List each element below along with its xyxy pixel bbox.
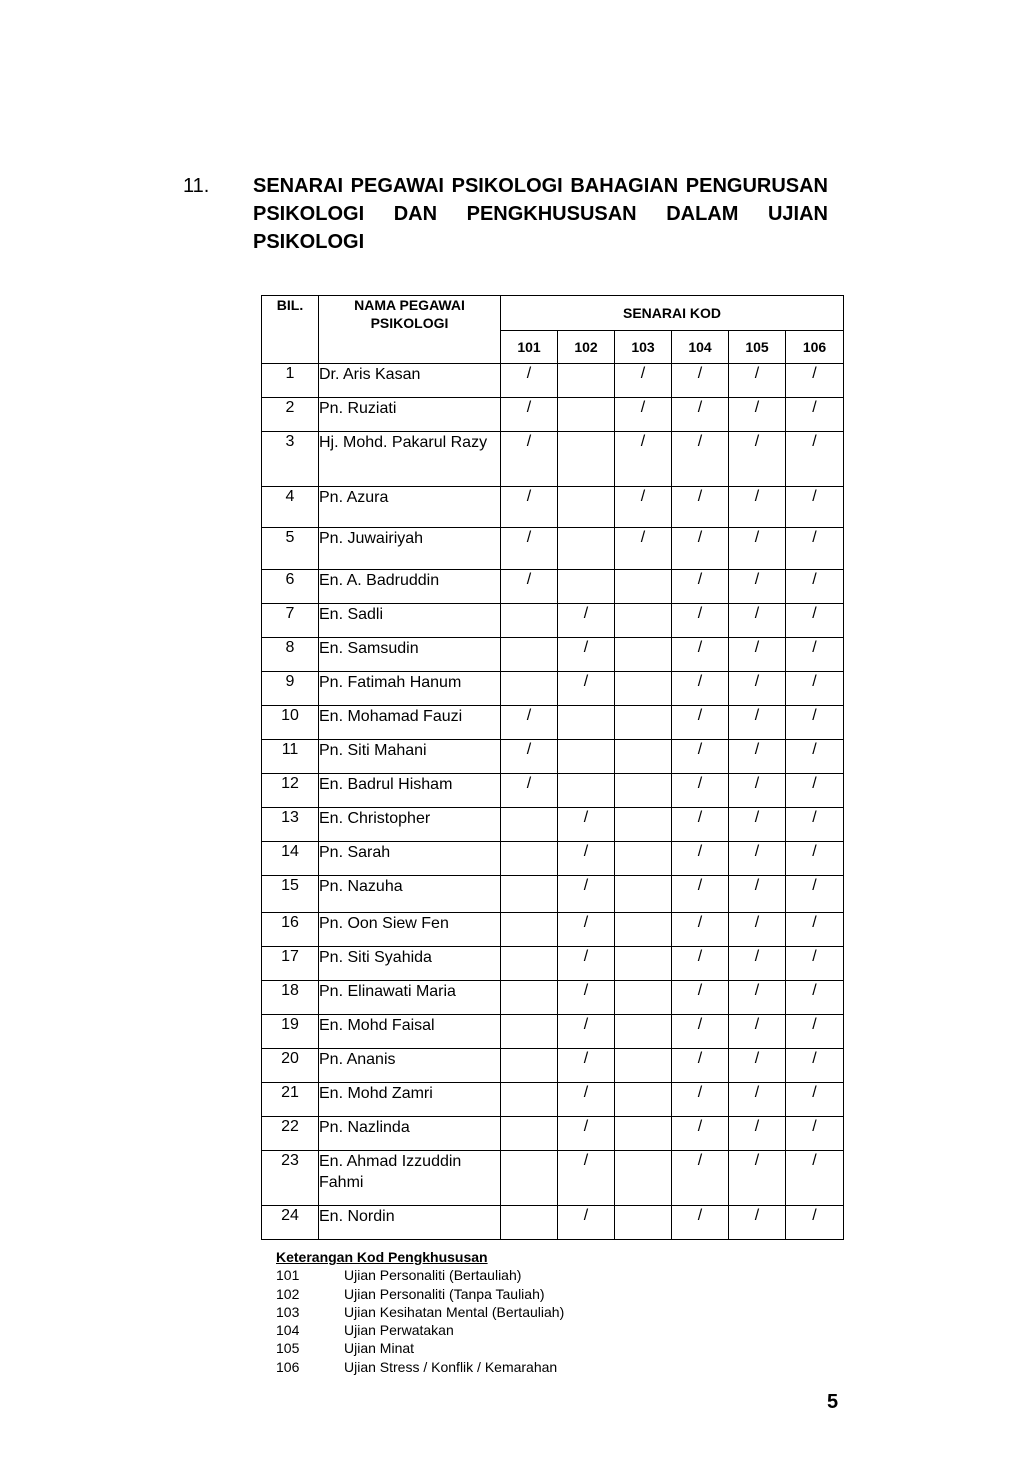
code-mark-103 bbox=[615, 706, 672, 740]
officer-name: En. Mohd Faisal bbox=[319, 1015, 501, 1049]
code-mark-105: / bbox=[729, 432, 786, 487]
legend-code: 105 bbox=[276, 1340, 300, 1357]
legend-code: 103 bbox=[276, 1303, 300, 1320]
code-mark-101 bbox=[501, 604, 558, 638]
row-number: 20 bbox=[262, 1049, 319, 1083]
code-mark-106: / bbox=[786, 808, 844, 842]
legend-code: 101 bbox=[276, 1267, 300, 1284]
code-mark-103 bbox=[615, 672, 672, 706]
code-mark-103 bbox=[615, 1117, 672, 1151]
code-mark-103 bbox=[615, 981, 672, 1015]
code-mark-103 bbox=[615, 740, 672, 774]
code-mark-103 bbox=[615, 774, 672, 808]
officer-name: Pn. Elinawati Maria bbox=[319, 981, 501, 1015]
code-mark-101: / bbox=[501, 570, 558, 604]
code-mark-102 bbox=[558, 487, 615, 528]
code-mark-104: / bbox=[672, 1015, 729, 1049]
code-mark-101 bbox=[501, 842, 558, 876]
officer-name: Dr. Aris Kasan bbox=[319, 364, 501, 398]
code-mark-103 bbox=[615, 604, 672, 638]
table-row bbox=[262, 1206, 844, 1240]
code-mark-104: / bbox=[672, 1049, 729, 1083]
table-row bbox=[262, 808, 844, 842]
table-row bbox=[262, 981, 844, 1015]
code-mark-101 bbox=[501, 672, 558, 706]
legend-item bbox=[276, 1321, 564, 1339]
code-mark-105: / bbox=[729, 876, 786, 913]
code-mark-102: / bbox=[558, 876, 615, 913]
header-bil: BIL. bbox=[262, 296, 319, 364]
code-mark-106: / bbox=[786, 487, 844, 528]
row-number: 5 bbox=[262, 528, 319, 570]
code-mark-106: / bbox=[786, 1151, 844, 1206]
code-mark-106: / bbox=[786, 876, 844, 913]
code-mark-104: / bbox=[672, 981, 729, 1015]
code-mark-104: / bbox=[672, 638, 729, 672]
officer-name: En. Ahmad Izzuddin Fahmi bbox=[319, 1151, 501, 1206]
row-number: 21 bbox=[262, 1083, 319, 1117]
code-mark-104: / bbox=[672, 740, 729, 774]
officer-name: Pn. Sarah bbox=[319, 842, 501, 876]
officer-name: En. Sadli bbox=[319, 604, 501, 638]
code-mark-103: / bbox=[615, 364, 672, 398]
officer-name: Pn. Juwairiyah bbox=[319, 528, 501, 570]
code-mark-105: / bbox=[729, 1049, 786, 1083]
row-number: 11 bbox=[262, 740, 319, 774]
code-mark-106: / bbox=[786, 638, 844, 672]
table-row bbox=[262, 1151, 844, 1206]
code-mark-104: / bbox=[672, 774, 729, 808]
code-mark-102: / bbox=[558, 1049, 615, 1083]
code-mark-106: / bbox=[786, 981, 844, 1015]
legend-description: Ujian Stress / Konflik / Kemarahan bbox=[344, 1358, 558, 1375]
code-mark-101 bbox=[501, 947, 558, 981]
code-mark-106: / bbox=[786, 672, 844, 706]
code-mark-105: / bbox=[729, 706, 786, 740]
code-mark-101: / bbox=[501, 528, 558, 570]
code-mark-102: / bbox=[558, 842, 615, 876]
officer-name: En. Nordin bbox=[319, 1206, 501, 1240]
table-row bbox=[262, 842, 844, 876]
code-mark-106: / bbox=[786, 1117, 844, 1151]
code-mark-102: / bbox=[558, 913, 615, 947]
code-mark-101 bbox=[501, 876, 558, 913]
officer-name: Pn. Nazuha bbox=[319, 876, 501, 913]
code-mark-102: / bbox=[558, 1117, 615, 1151]
row-number: 23 bbox=[262, 1151, 319, 1206]
legend-title: Keterangan Kod Pengkhususan bbox=[276, 1249, 488, 1265]
row-number: 18 bbox=[262, 981, 319, 1015]
header-code-104: 104 bbox=[672, 331, 729, 364]
table-row bbox=[262, 487, 844, 528]
table-row bbox=[262, 528, 844, 570]
code-mark-101: / bbox=[501, 398, 558, 432]
code-mark-105: / bbox=[729, 913, 786, 947]
code-mark-102: / bbox=[558, 808, 615, 842]
header-code-102: 102 bbox=[558, 331, 615, 364]
code-mark-106: / bbox=[786, 740, 844, 774]
page-number: 5 bbox=[827, 1391, 839, 1413]
code-mark-102: / bbox=[558, 1206, 615, 1240]
code-mark-104: / bbox=[672, 913, 729, 947]
section-number: 11. bbox=[183, 175, 210, 197]
code-mark-103 bbox=[615, 570, 672, 604]
code-mark-105: / bbox=[729, 1015, 786, 1049]
row-number: 8 bbox=[262, 638, 319, 672]
row-number: 6 bbox=[262, 570, 319, 604]
code-mark-103 bbox=[615, 1206, 672, 1240]
code-mark-106: / bbox=[786, 913, 844, 947]
row-number: 14 bbox=[262, 842, 319, 876]
code-mark-105: / bbox=[729, 528, 786, 570]
code-mark-105: / bbox=[729, 981, 786, 1015]
code-mark-101 bbox=[501, 1049, 558, 1083]
code-mark-103: / bbox=[615, 487, 672, 528]
table-row bbox=[262, 1117, 844, 1151]
officer-name: Pn. Ananis bbox=[319, 1049, 501, 1083]
code-mark-101: / bbox=[501, 432, 558, 487]
row-number: 7 bbox=[262, 604, 319, 638]
code-mark-101 bbox=[501, 1151, 558, 1206]
legend-description: Ujian Minat bbox=[344, 1340, 415, 1357]
code-mark-101 bbox=[501, 808, 558, 842]
code-mark-103 bbox=[615, 876, 672, 913]
code-mark-106: / bbox=[786, 774, 844, 808]
code-mark-103 bbox=[615, 947, 672, 981]
psychologist-table bbox=[261, 295, 844, 1240]
legend-item bbox=[276, 1339, 564, 1357]
code-mark-103 bbox=[615, 842, 672, 876]
code-mark-103 bbox=[615, 1049, 672, 1083]
code-mark-102 bbox=[558, 528, 615, 570]
code-mark-105: / bbox=[729, 364, 786, 398]
code-mark-102: / bbox=[558, 638, 615, 672]
officer-name: En. Samsudin bbox=[319, 638, 501, 672]
officer-name: Pn. Oon Siew Fen bbox=[319, 913, 501, 947]
code-mark-101: / bbox=[501, 487, 558, 528]
table-row bbox=[262, 1083, 844, 1117]
code-mark-106: / bbox=[786, 570, 844, 604]
code-mark-102: / bbox=[558, 604, 615, 638]
code-mark-102: / bbox=[558, 1083, 615, 1117]
code-mark-104: / bbox=[672, 672, 729, 706]
code-legend bbox=[276, 1248, 564, 1376]
legend-description: Ujian Kesihatan Mental (Bertauliah) bbox=[344, 1303, 565, 1320]
section-heading bbox=[183, 172, 828, 256]
code-mark-105: / bbox=[729, 774, 786, 808]
code-mark-104: / bbox=[672, 876, 729, 913]
code-mark-103 bbox=[615, 808, 672, 842]
code-mark-102 bbox=[558, 364, 615, 398]
table-row bbox=[262, 672, 844, 706]
row-number: 12 bbox=[262, 774, 319, 808]
code-mark-101: / bbox=[501, 706, 558, 740]
code-mark-104: / bbox=[672, 364, 729, 398]
code-mark-101 bbox=[501, 1015, 558, 1049]
legend-description: Ujian Perwatakan bbox=[344, 1322, 454, 1339]
code-mark-104: / bbox=[672, 487, 729, 528]
code-mark-103: / bbox=[615, 432, 672, 487]
table-row bbox=[262, 706, 844, 740]
table-row bbox=[262, 604, 844, 638]
table-row bbox=[262, 638, 844, 672]
code-mark-105: / bbox=[729, 487, 786, 528]
code-mark-104: / bbox=[672, 808, 729, 842]
header-code-105: 105 bbox=[729, 331, 786, 364]
row-number: 13 bbox=[262, 808, 319, 842]
table-row bbox=[262, 740, 844, 774]
table-row bbox=[262, 876, 844, 913]
code-mark-106: / bbox=[786, 706, 844, 740]
code-mark-102: / bbox=[558, 1015, 615, 1049]
legend-code: 102 bbox=[276, 1285, 300, 1302]
table-row bbox=[262, 398, 844, 432]
table-row bbox=[262, 774, 844, 808]
code-mark-103: / bbox=[615, 528, 672, 570]
code-mark-104: / bbox=[672, 1117, 729, 1151]
table-row bbox=[262, 432, 844, 487]
header-nama-pegawai: NAMA PEGAWAI PSIKOLOGI bbox=[319, 296, 501, 364]
code-mark-104: / bbox=[672, 1151, 729, 1206]
legend-description: Ujian Personaliti (Bertauliah) bbox=[344, 1267, 522, 1284]
row-number: 4 bbox=[262, 487, 319, 528]
code-mark-102 bbox=[558, 774, 615, 808]
officer-name: Pn. Siti Mahani bbox=[319, 740, 501, 774]
code-mark-102: / bbox=[558, 672, 615, 706]
officer-name: Pn. Fatimah Hanum bbox=[319, 672, 501, 706]
row-number: 1 bbox=[262, 364, 319, 398]
code-mark-102: / bbox=[558, 947, 615, 981]
code-mark-106: / bbox=[786, 528, 844, 570]
code-mark-106: / bbox=[786, 842, 844, 876]
officer-name: Hj. Mohd. Pakarul Razy bbox=[319, 432, 501, 487]
code-mark-106: / bbox=[786, 1015, 844, 1049]
legend-code: 104 bbox=[276, 1322, 300, 1339]
code-mark-104: / bbox=[672, 398, 729, 432]
officer-name: En. Mohd Zamri bbox=[319, 1083, 501, 1117]
code-mark-103 bbox=[615, 638, 672, 672]
code-mark-103 bbox=[615, 1015, 672, 1049]
code-mark-105: / bbox=[729, 672, 786, 706]
officer-name: En. A. Badruddin bbox=[319, 570, 501, 604]
code-mark-105: / bbox=[729, 947, 786, 981]
officer-name: En. Mohamad Fauzi bbox=[319, 706, 501, 740]
row-number: 17 bbox=[262, 947, 319, 981]
row-number: 19 bbox=[262, 1015, 319, 1049]
table-row bbox=[262, 364, 844, 398]
legend-item bbox=[276, 1358, 564, 1376]
code-mark-103: / bbox=[615, 398, 672, 432]
code-mark-106: / bbox=[786, 1206, 844, 1240]
table-row bbox=[262, 1015, 844, 1049]
code-mark-105: / bbox=[729, 398, 786, 432]
code-mark-104: / bbox=[672, 706, 729, 740]
code-mark-105: / bbox=[729, 604, 786, 638]
code-mark-105: / bbox=[729, 1117, 786, 1151]
code-mark-105: / bbox=[729, 1206, 786, 1240]
officer-name: Pn. Nazlinda bbox=[319, 1117, 501, 1151]
row-number: 15 bbox=[262, 876, 319, 913]
header-code-101: 101 bbox=[501, 331, 558, 364]
row-number: 24 bbox=[262, 1206, 319, 1240]
table-row bbox=[262, 913, 844, 947]
code-mark-104: / bbox=[672, 570, 729, 604]
code-mark-104: / bbox=[672, 604, 729, 638]
officer-name: Pn. Azura bbox=[319, 487, 501, 528]
row-number: 2 bbox=[262, 398, 319, 432]
table-row bbox=[262, 1049, 844, 1083]
legend-code: 106 bbox=[276, 1358, 300, 1375]
code-mark-101 bbox=[501, 1117, 558, 1151]
code-mark-103 bbox=[615, 1083, 672, 1117]
table-row bbox=[262, 947, 844, 981]
code-mark-105: / bbox=[729, 570, 786, 604]
code-mark-102: / bbox=[558, 981, 615, 1015]
code-mark-104: / bbox=[672, 432, 729, 487]
section-title: SENARAI PEGAWAI PSIKOLOGI BAHAGIAN PENGURUSAN PSIKOLOGI DAN PENGKHUSUSAN DALAM UJIAN PSIKOLOGI bbox=[253, 175, 828, 253]
code-mark-101: / bbox=[501, 364, 558, 398]
code-mark-106: / bbox=[786, 432, 844, 487]
header-code-106: 106 bbox=[786, 331, 844, 364]
table-row bbox=[262, 570, 844, 604]
row-number: 10 bbox=[262, 706, 319, 740]
code-mark-105: / bbox=[729, 1151, 786, 1206]
legend-description: Ujian Personaliti (Tanpa Tauliah) bbox=[344, 1285, 545, 1302]
code-mark-102 bbox=[558, 706, 615, 740]
code-mark-104: / bbox=[672, 1083, 729, 1117]
code-mark-102: / bbox=[558, 1151, 615, 1206]
officer-name: Pn. Siti Syahida bbox=[319, 947, 501, 981]
code-mark-104: / bbox=[672, 528, 729, 570]
code-mark-105: / bbox=[729, 808, 786, 842]
code-mark-101 bbox=[501, 1083, 558, 1117]
code-mark-105: / bbox=[729, 638, 786, 672]
header-senarai-kod: SENARAI KOD bbox=[501, 296, 844, 331]
code-mark-106: / bbox=[786, 1049, 844, 1083]
legend-item bbox=[276, 1266, 564, 1284]
legend-item bbox=[276, 1285, 564, 1303]
code-mark-101: / bbox=[501, 774, 558, 808]
code-mark-105: / bbox=[729, 1083, 786, 1117]
officer-name: Pn. Ruziati bbox=[319, 398, 501, 432]
code-mark-106: / bbox=[786, 398, 844, 432]
code-mark-102 bbox=[558, 570, 615, 604]
code-mark-106: / bbox=[786, 364, 844, 398]
row-number: 9 bbox=[262, 672, 319, 706]
officer-name: En. Christopher bbox=[319, 808, 501, 842]
code-mark-104: / bbox=[672, 842, 729, 876]
row-number: 16 bbox=[262, 913, 319, 947]
code-mark-104: / bbox=[672, 947, 729, 981]
header-code-103: 103 bbox=[615, 331, 672, 364]
officer-name: En. Badrul Hisham bbox=[319, 774, 501, 808]
code-mark-102 bbox=[558, 432, 615, 487]
code-mark-102 bbox=[558, 740, 615, 774]
code-mark-104: / bbox=[672, 1206, 729, 1240]
code-mark-106: / bbox=[786, 1083, 844, 1117]
row-number: 22 bbox=[262, 1117, 319, 1151]
code-mark-101 bbox=[501, 981, 558, 1015]
code-mark-105: / bbox=[729, 842, 786, 876]
code-mark-101: / bbox=[501, 740, 558, 774]
legend-item bbox=[276, 1303, 564, 1321]
code-mark-101 bbox=[501, 913, 558, 947]
code-mark-105: / bbox=[729, 740, 786, 774]
row-number: 3 bbox=[262, 432, 319, 487]
code-mark-106: / bbox=[786, 947, 844, 981]
code-mark-106: / bbox=[786, 604, 844, 638]
code-mark-103 bbox=[615, 1151, 672, 1206]
code-mark-103 bbox=[615, 913, 672, 947]
code-mark-101 bbox=[501, 638, 558, 672]
code-mark-102 bbox=[558, 398, 615, 432]
code-mark-101 bbox=[501, 1206, 558, 1240]
